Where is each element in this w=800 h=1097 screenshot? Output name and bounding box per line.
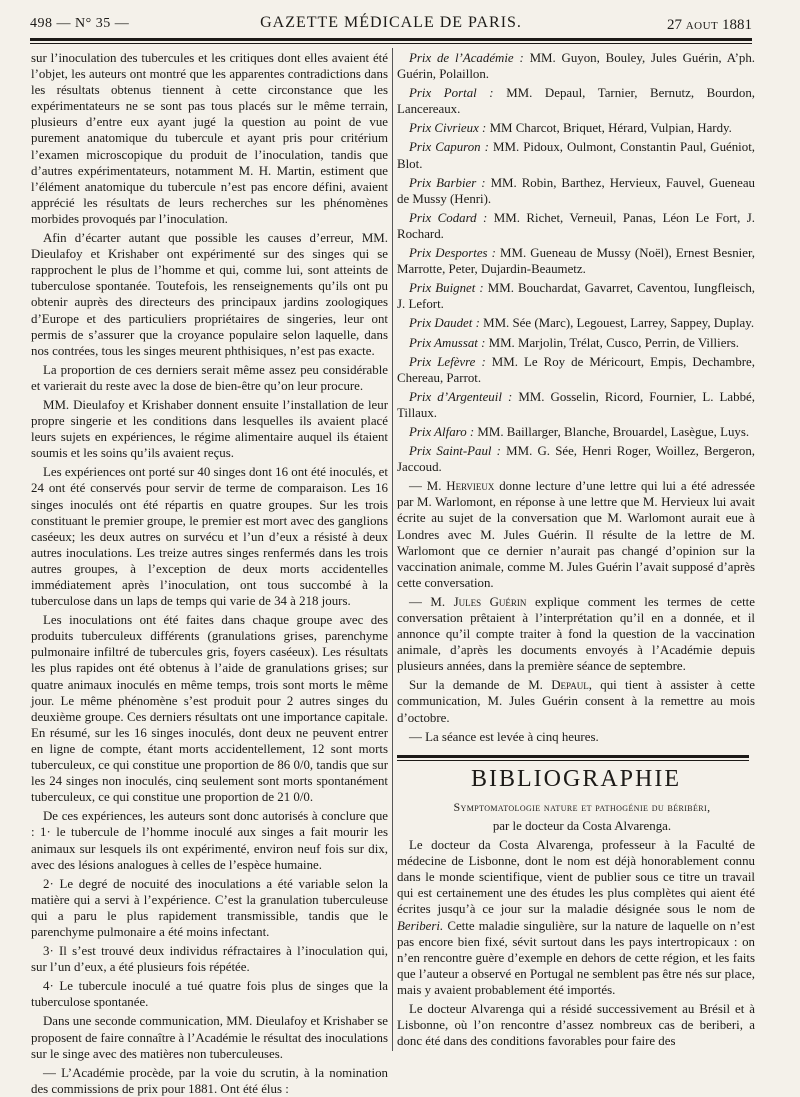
speaker-name: M. Jules Guérin <box>430 594 527 609</box>
guerin-paragraph: — M. Jules Guérin explique comment les termes de cette conversation prêtaient à l’interprétation qu’il en a donnée, et il annonce qu’il compte traiter à fond la question de la vaccination animale, d’après les documents envoyés à l’Académie depuis plusieurs années, dans la première séance de septembre. <box>397 594 755 674</box>
prize-name: Prix Barbier : <box>409 175 486 190</box>
paragraph: La proportion de ces derniers serait même assez peu considérable et varierait du reste avec la dose de bien-être qu’on leur procure. <box>31 362 388 393</box>
prize-name: Prix de l’Académie : <box>409 51 524 65</box>
depaul-paragraph <box>397 677 755 725</box>
journal-title: GAZETTE MÉDICALE DE PARIS. <box>260 14 522 31</box>
paragraph: 4· Le tubercule inoculé a tué quatre fois plus de singes que la tuberculose spontanée. <box>31 979 388 1010</box>
date-day: 27 <box>666 17 682 33</box>
header-rule-thick <box>30 38 752 41</box>
hervieux-paragraph: — M. Hervieux donne lecture d’une lettre qui lui a été adressée par M. Warlomont, en réponse à une lettre que M. Hervieux lui avait écrite au sujet de la conversation que M. Warlomont aurait eue à Londres avec M. Jules Guérin. Il résulte de la lettre de M. Warlomont que ce dernier n’aurait pas changé d’opinion sur la vaccination animale, comme M. Jules Guérin l’avait supposé d’après cette conversation. <box>397 479 755 590</box>
prize-entry <box>397 280 755 312</box>
paragraph-text: donne lecture d’une lettre qui lui a été adressée par M. Warlomont, en réponse à une lettre que M. Hervieux lui avait écrite au sujet de la conversation que M. Warlomont aurait eue à Londres avec M. Jules Guérin. Il résulte de la lettre de M. Warlomont que ce dernier n’aurait pas changé d’opinion sur la vaccination animale, comme M. Jules Guérin l’avait supposé d’après cette conversation. <box>397 479 755 590</box>
prize-entry <box>397 245 755 277</box>
prize-name: Prix d’Argenteuil : <box>409 389 513 404</box>
prize-members: MM. Baillarger, Blanche, Brouardel, Lasègue, Luys. <box>477 424 750 439</box>
paragraph-text: Le docteur da Costa Alvarenga, professeur à la Faculté de médecine de Lisbonne, dont le nom est déjà honorablement connu dans le monde scientifique, vient de publier sous ce titre un travail qui est certainement une des études les plus complètes qui aient été écrites jusqu’à ce jour sur la maladie désignée sous le nom de <box>397 838 755 917</box>
speaker-name: M. Hervieux <box>426 479 495 494</box>
section-separator <box>397 755 749 761</box>
prize-name: Prix Capuron : <box>409 140 489 155</box>
prize-name: Prix Saint-Paul : <box>409 444 501 459</box>
paragraph: 3· Il s’est trouvé deux individus réfractaires à l’inoculation qui, sur l’un d’eux, a été plusieurs fois répétée. <box>31 944 388 975</box>
date-month: AOUT <box>685 20 719 32</box>
paragraph: 2· Le degré de nocuité des inoculations a été variable selon la matière qui a servi à l’expérience. C’est la granulation tuberculeuse qui a paru le plus rapidement transmissible, tandis que le parenchyme pulmonaire a été moins infectant. <box>31 876 388 939</box>
paragraph: MM. Dieulafoy et Krishaber donnent ensuite l’installation de leur propre singerie et les conditions dans lesquelles ils avaient placé leurs sujets en expériences, le régime alimentaire auquel ils étaient soumis et les soins qu’ils avaient reçus. <box>31 397 388 461</box>
review-paragraph <box>397 837 755 998</box>
prize-name: Prix Codard : <box>409 210 488 225</box>
paragraph: Dans une seconde communication, MM. Dieulafoy et Krishaber se proposent de faire connaître à l’Académie le résultat des inoculations sur le singe avec des matières non tuberculeuses. <box>31 1014 388 1061</box>
paragraph: Les expériences ont porté sur 40 singes dont 16 ont été inoculés, et 24 ont été conservés pour servir de terme de comparaison. Les 16 singes inoculés ont été répartis en quatre groupes. Sur les trois constituant le premier groupe, le premier est mort avec des ganglions caséeux; les deux autres on survécu et l’un d’eux a résisté à deux autres inoculations. Les treize autres singes renfermés dans les trois autres groupes, à l’exception de deux morts accidentelles immédiatement après l’inoculation, ont tous succombé à la tuberculose dans un laps de temps qui varie de 34 à 218 jours. <box>31 465 388 609</box>
prize-name: Prix Amussat : <box>409 335 486 350</box>
page-header <box>30 10 752 36</box>
paragraph: — L’Académie procède, par la voie du scrutin, à la nomination des commissions de prix pour 1881. Ont été élus : <box>31 1065 388 1096</box>
left-column <box>31 50 388 1096</box>
paragraph-text: qui tient à assister à cette communication, M. Jules Guérin consent à la remettre au mois d’octobre. <box>397 678 755 725</box>
issue-number: — N° 35 — <box>56 16 130 31</box>
prize-name: Prix Lefèvre : <box>409 354 486 369</box>
prize-members: MM. Gueneau de Mussy (Noël), Ernest Besnier, Marrotte, Peter, Dujardin-Beaumetz. <box>397 246 755 277</box>
prize-entry <box>397 354 755 386</box>
header-rule-thin <box>30 43 752 44</box>
prize-members: MM. Robin, Barthez, Hervieux, Fauvel, Gueneau de Mussy (Henri). <box>397 175 755 206</box>
prize-members: MM. Marjolin, Trélat, Cusco, Perrin, de Villiers. <box>488 335 739 350</box>
paragraph: sur l’inoculation des tubercules et les critiques dont elles avaient été l’objet, les auteurs ont montré que les apparentes contradictions dans les résultats obtenus tiennent à cette circonstance que les expérimentateurs ne se sont pas tous placés sur le même terrain, plusieurs d’entre eux ayant jugé la question au point de vue purement anatomique du tubercule et ayant pris pour critérium l’examen microscopique du produit de l’inoculation, tandis que d’autres expérimentateurs, notamment M. H. Martin, estiment que l’élément anatomique du tubercule n’est pas encore défini, avaient apprécié les résultats de leurs recherches sur les phénomènes morbides provoqués par l’inoculation. <box>31 51 388 226</box>
prize-members: MM. Sée (Marc), Legouest, Larrey, Sappey, Duplay. <box>483 316 755 331</box>
prize-entry <box>397 424 755 440</box>
prize-name: Prix Desportes : <box>409 246 496 261</box>
prize-entry <box>397 120 755 136</box>
prize-members: MM Charcot, Briquet, Hérard, Vulpian, Hardy. <box>489 121 732 136</box>
prize-entry <box>397 335 755 351</box>
prize-entry <box>397 315 755 331</box>
prize-entry <box>397 389 755 421</box>
prize-members: MM. Bouchardat, Gavarret, Caventou, Iungfleisch, J. Lefort. <box>397 281 755 312</box>
prize-entry <box>397 85 755 117</box>
paragraph-text: Cette maladie singulière, sur la nature de laquelle on n’est pas encore bien fixé, sévit surtout dans les pays intertropicaux : on n’en rencontre guère d’exemple en dehors de cette région, et les faits que l’auteur a observé en Portugal ne semblent pas être nés sur place, mais y avaient probablement été importés. <box>397 918 755 997</box>
prize-members: MM. Le Roy de Méricourt, Empis, Dechambre, Chereau, Parrot. <box>397 354 755 385</box>
prize-members: MM. Richet, Verneuil, Panas, Léon Le Fort, J. Rochard. <box>397 210 755 241</box>
right-column <box>397 50 755 1055</box>
date-year: 1881 <box>722 17 752 33</box>
prize-entry <box>397 175 755 207</box>
prize-members: MM. Pidoux, Oulmont, Constantin Paul, Guéniot, Blot. <box>397 140 756 171</box>
prize-entry <box>397 139 755 171</box>
closing-paragraph: — La séance est levée à cinq heures. <box>409 729 599 744</box>
prize-members: MM. Depaul, Tarnier, Bernutz, Bourdon, Lancereaux. <box>397 86 755 117</box>
prize-members: MM. Gosselin, Ricord, Fournier, L. Labbé, Tillaux. <box>397 389 755 420</box>
review-paragraph: Le docteur Alvarenga qui a résidé successivement au Brésil et à Lisbonne, où l’on rencontre d’assez nombreux cas de beriberi, a donc été dans des conditions favorables pour faire des <box>397 1001 755 1049</box>
prize-name: Prix Civrieux : <box>409 121 487 136</box>
bibliography-heading: BIBLIOGRAPHIE <box>471 765 681 792</box>
prize-name: Prix Buignet : <box>409 281 484 296</box>
page-number: 498 <box>30 16 53 31</box>
book-title: Symptomatologie nature et pathogénie du béribéri, <box>453 799 711 814</box>
disease-name: Beriberi. <box>397 918 444 933</box>
paragraph: Afin d’écarter autant que possible les causes d’erreur, MM. Dieulafoy et Krishaber ont expérimenté sur des singes qui se rapprochent le plus de l’homme et qui, comme lui, sont atteints de tuberculose spontanée. Toutefois, les renseignements qu’ils ont pu obtenir auprès des directeurs des principaux jardins zoologiques d’Europe et des particuliers propriétaires de singeries, leur ont permis de s’assurer que la croyance populaire selon laquelle, dans nos contrées, tous les singes meurent phthisiques, n’est pas exacte. <box>31 231 388 358</box>
paragraph-text: explique comment les termes de cette conversation prêtaient à l’interprétation qu’il en a donnée, et il annonce qu’il compte traiter à fond la question de la vaccination animale, d’après les documents envoyés à l’Académie depuis plusieurs années, dans la première séance de septembre. <box>397 594 755 674</box>
prize-name: Prix Daudet : <box>409 316 480 331</box>
prize-list <box>397 50 755 475</box>
prize-entry <box>397 210 755 242</box>
paragraph: Les inoculations ont été faites dans chaque groupe avec des produits tuberculeux différents (granulations grises, parenchyme pulmonaire infiltré de tubercules gris, foyers caséeux). Les résultats les plus rapides ont été obtenus à l’aide de granulations grises; sur quatre animaux inoculés en même temps, trois sont morts le même jour. Le même phénomène s’est produit pour 2 autres singes du deuxième groupe. Ces derniers résultats ont une importance capitale. En résumé, sur les 16 singes inoculés, dont deux ne peuvent entrer en ligne de compte, étant morts accidentellement, 12 sont morts tuberculeux, ce qui constitue une proportion de 86 0/0, tandis que sur les 24 singes non inoculés, cinq seulement sont morts spontanément tuberculeux, ce qui constitue une proportion de 21 0/0. <box>31 613 388 805</box>
prize-entry <box>397 443 755 475</box>
prize-members: MM. G. Sée, Henri Roger, Woillez, Bergeron, Jaccoud. <box>397 444 755 475</box>
header-date <box>667 17 752 34</box>
prize-members: MM. Guyon, Bouley, Jules Guérin, A’ph. Guérin, Polaillon. <box>397 51 756 82</box>
paragraph-text: Sur la demande de <box>409 678 520 693</box>
book-author: par le docteur da Costa Alvarenga. <box>492 818 672 833</box>
column-divider <box>392 48 393 1051</box>
prize-name: Prix Alfaro : <box>409 424 475 439</box>
prize-name: Prix Portal : <box>409 86 494 101</box>
speaker-name: M. Depaul, <box>528 678 592 693</box>
paragraph: De ces expériences, les auteurs sont donc autorisés à conclure que : 1· le tubercule de l’homme inoculé aux singes a fait mourir les animaux sur lesquels ils ont expérimenté, environ neuf fois sur dix, avec des lésions analogues à celles de l’espèce humaine. <box>31 809 388 872</box>
prize-entry <box>397 50 755 82</box>
